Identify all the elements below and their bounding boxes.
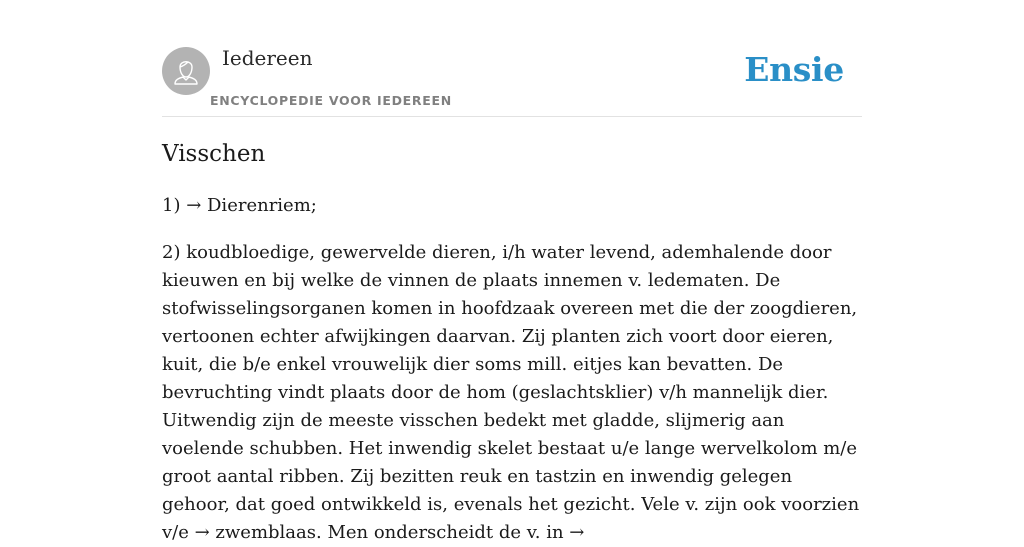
site-tagline: ENCYCLOPEDIE VOOR IEDEREEN	[210, 93, 452, 108]
article-title: Visschen	[162, 141, 266, 167]
site-logo[interactable]: Ensie	[744, 50, 844, 89]
article	[162, 138, 862, 547]
user-icon	[162, 47, 210, 95]
user-avatar[interactable]	[162, 47, 210, 95]
article-paragraph: 2) koudbloedige, gewervelde dieren, i/h water levend, ademhalende door kieuwen en bij welke de vinnen de plaats innemen v. ledematen. De stofwisselingsorganen komen in hoofdzaak overeen met die der zoogdieren, vertoonen echter afwijkingen daarvan. Zij planten zich voort door eieren, kuit, die b/e enkel vrouwelijk dier soms mill. eitjes kan bevatten. De bevruchting vindt plaats door de hom (geslachtsklier) v/h mannelijk dier. Uitwendig zijn de meeste visschen bedekt met gladde, slijmerig aan voelende schubben. Het inwendig skelet bestaat u/e lange wervelkolom m/e groot aantal ribben. Zij bezitten reuk en tastzin en inwendig gelegen gehoor, dat goed ontwikkeld is, evenals het gezicht. Vele v. zijn ook voorzien v/e → zwemblaas. Men onderscheidt de v. in →	[162, 242, 860, 543]
user-name[interactable]: Iedereen	[222, 46, 313, 70]
site-header	[162, 46, 862, 117]
article-paragraph: 1) → Dierenriem;	[162, 195, 317, 216]
